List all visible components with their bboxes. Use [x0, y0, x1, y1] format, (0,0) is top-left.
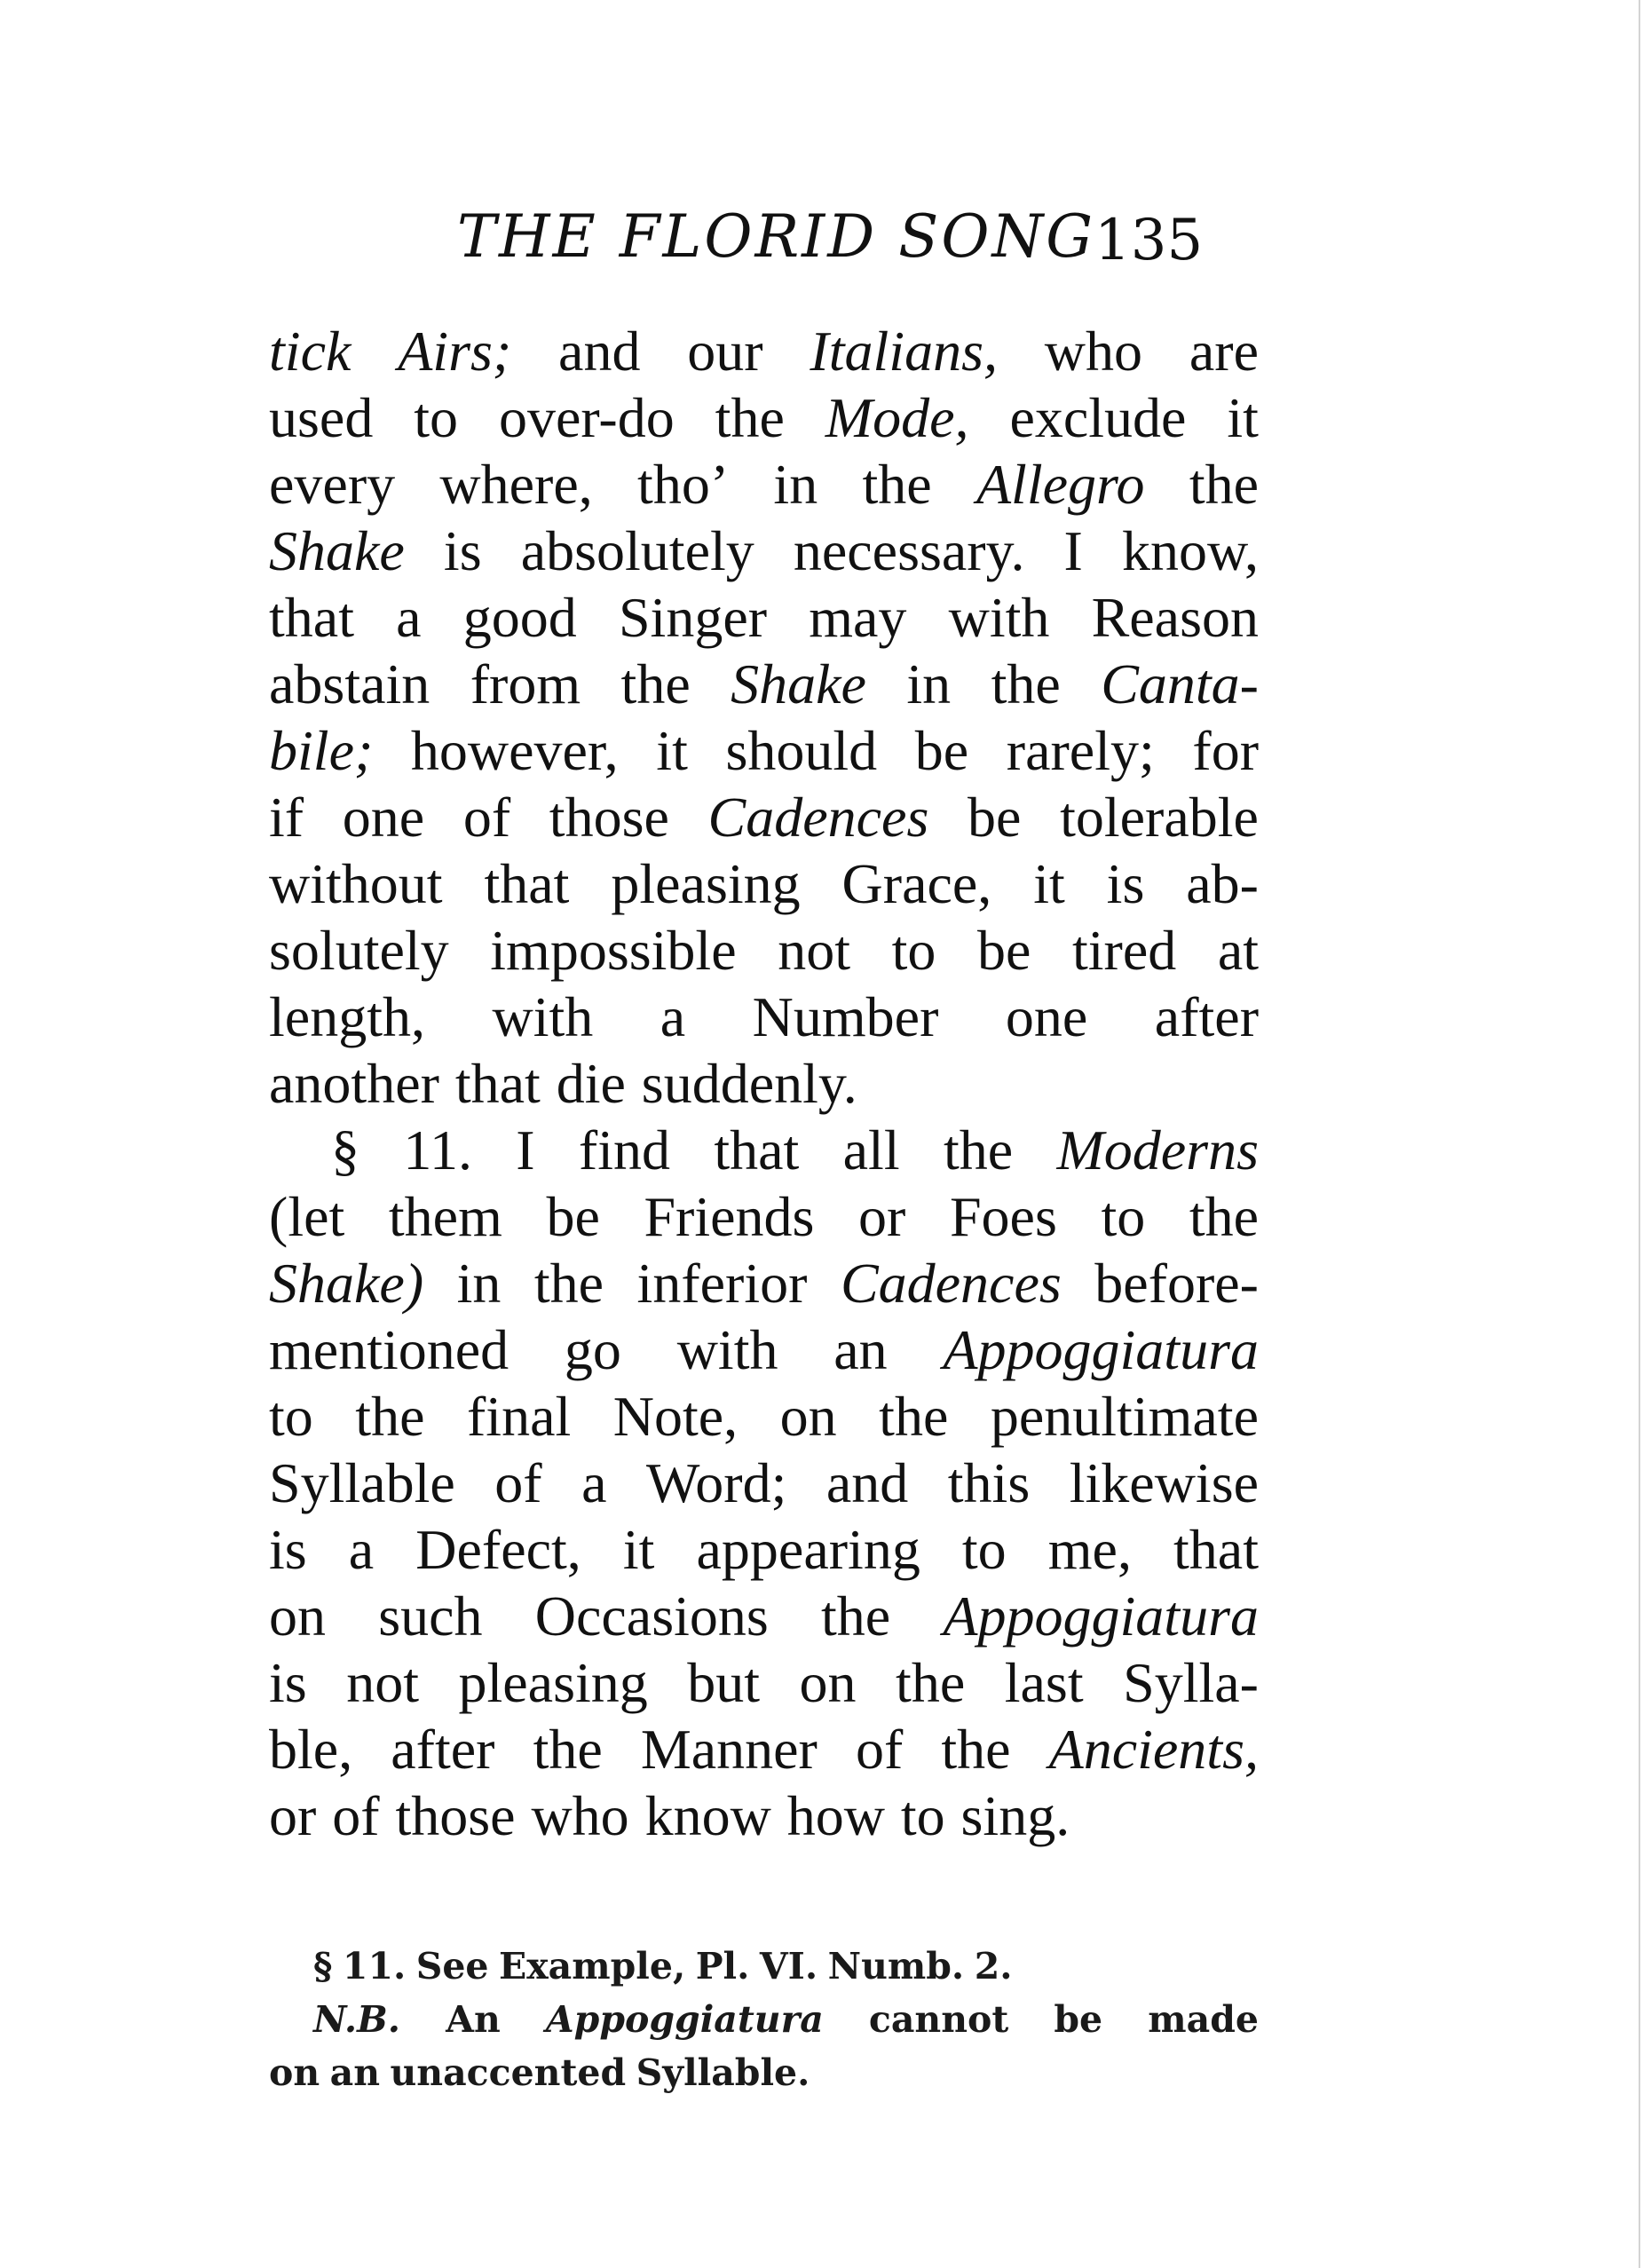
- word: the: [533, 1718, 603, 1781]
- word: Pl.: [695, 1945, 750, 1987]
- word: sing.: [960, 1784, 1070, 1847]
- word: pleasing: [458, 1651, 648, 1714]
- word: if: [269, 786, 304, 849]
- word: find: [578, 1118, 671, 1181]
- word: 2.: [974, 1945, 1013, 1987]
- word: is: [443, 519, 482, 582]
- word: it: [656, 719, 688, 782]
- word: Note,: [612, 1385, 739, 1448]
- word: necessary.: [793, 519, 1025, 582]
- word: it: [622, 1518, 655, 1581]
- word: to: [891, 919, 936, 982]
- text-line: [269, 984, 1259, 1050]
- word: bile;: [269, 719, 374, 782]
- word: the: [1189, 1185, 1259, 1248]
- word: 11.: [403, 1118, 472, 1181]
- word: Sylla-: [1123, 1651, 1259, 1714]
- word: Defect,: [415, 1518, 581, 1581]
- word: absolutely: [520, 519, 754, 582]
- word: that: [1173, 1518, 1259, 1581]
- word: rarely;: [1006, 719, 1155, 782]
- word: not: [778, 919, 850, 982]
- word: on: [799, 1651, 857, 1714]
- word: Ancients,: [1048, 1718, 1259, 1781]
- word: after: [1154, 985, 1259, 1048]
- word: from: [470, 652, 581, 715]
- word: with: [676, 1318, 778, 1381]
- word: may: [809, 586, 907, 649]
- text-line: [331, 1117, 1259, 1183]
- word: Numb.: [827, 1945, 965, 1987]
- footnote-line: [313, 1993, 1259, 2046]
- word: VI.: [759, 1945, 818, 1987]
- text-line: [269, 384, 1259, 451]
- word: an: [833, 1318, 888, 1381]
- word: Appoggiatura: [545, 1998, 824, 2041]
- word: is: [269, 1651, 307, 1714]
- word: know,: [1121, 519, 1259, 582]
- word: without: [269, 852, 443, 915]
- word: be: [914, 719, 969, 782]
- word: pleasing: [611, 852, 801, 915]
- text-line: [269, 451, 1259, 518]
- text-line: [269, 1450, 1259, 1516]
- word: the: [715, 386, 785, 449]
- word: good: [462, 586, 577, 649]
- text-line: [269, 850, 1259, 917]
- word: likewise: [1069, 1451, 1259, 1514]
- body-text: [269, 318, 1259, 1849]
- word: a: [660, 985, 686, 1048]
- word: at: [1217, 919, 1259, 982]
- word: Reason: [1091, 586, 1259, 649]
- word: in: [456, 1252, 502, 1315]
- word: tolerable: [1060, 786, 1259, 849]
- word: §: [331, 1118, 359, 1181]
- word: who: [531, 1784, 629, 1847]
- word: me,: [1047, 1518, 1132, 1581]
- text-line: [269, 1316, 1259, 1383]
- word: ab-: [1186, 852, 1259, 915]
- word: the: [941, 1718, 1011, 1781]
- text-line: [269, 1250, 1259, 1316]
- word: made: [1148, 1998, 1259, 2041]
- text-line: [269, 1649, 1259, 1716]
- word: the: [821, 1584, 891, 1648]
- word: that: [484, 852, 570, 915]
- page-header: [457, 197, 1256, 277]
- word: who: [1044, 320, 1143, 383]
- word: of: [332, 1784, 380, 1847]
- word: Italians,: [810, 320, 998, 383]
- word: exclude: [1009, 386, 1187, 449]
- word: Cadences: [707, 786, 929, 849]
- word: inferior: [636, 1252, 808, 1315]
- word: Shake: [269, 519, 405, 582]
- word: Friends: [644, 1185, 815, 1248]
- word: last: [1004, 1651, 1084, 1714]
- word: is: [269, 1518, 307, 1581]
- word: suddenly.: [641, 1052, 857, 1115]
- word: every: [269, 453, 396, 516]
- text-line: [269, 1782, 1259, 1849]
- text-line: [269, 717, 1259, 784]
- page-number: 135: [1094, 208, 1204, 273]
- text-line: [269, 1716, 1259, 1782]
- word: in: [773, 453, 818, 516]
- text-line: [269, 1516, 1259, 1583]
- word: where,: [439, 453, 593, 516]
- word: Number: [752, 985, 939, 1048]
- word: unaccented: [390, 2051, 627, 2094]
- word: but: [687, 1651, 761, 1714]
- word: that: [269, 586, 354, 649]
- word: that: [454, 1052, 541, 1115]
- word: another: [269, 1052, 439, 1115]
- word: that: [714, 1118, 800, 1181]
- text-line: [269, 651, 1259, 717]
- word: should: [725, 719, 878, 782]
- word: N.B.: [313, 1998, 401, 2041]
- word: to: [900, 1784, 945, 1847]
- word: be: [976, 919, 1031, 982]
- word: length,: [269, 985, 425, 1048]
- word: know: [644, 1784, 771, 1847]
- word: the: [896, 1651, 966, 1714]
- word: them: [388, 1185, 502, 1248]
- word: the: [1189, 453, 1259, 516]
- word: the: [879, 1385, 949, 1448]
- word: after: [391, 1718, 495, 1781]
- word: Shake: [731, 652, 866, 715]
- word: our: [687, 320, 763, 383]
- word: the: [533, 1252, 604, 1315]
- word: ble,: [269, 1718, 353, 1781]
- word: of: [494, 1451, 542, 1514]
- text-line: [269, 318, 1259, 384]
- word: of: [462, 786, 511, 849]
- word: Moderns: [1056, 1118, 1259, 1181]
- word: are: [1189, 320, 1259, 383]
- word: the: [991, 652, 1061, 715]
- word: An: [446, 1998, 501, 2041]
- word: to: [1101, 1185, 1146, 1248]
- word: is: [1106, 852, 1145, 915]
- word: a: [396, 586, 422, 649]
- word: how: [786, 1784, 885, 1847]
- word: the: [355, 1385, 425, 1448]
- word: to: [961, 1518, 1007, 1581]
- word: or: [858, 1185, 906, 1248]
- word: Mode,: [825, 386, 969, 449]
- text-line: [269, 1050, 1259, 1117]
- footnote-line: [269, 2046, 1259, 2099]
- word: a: [348, 1518, 375, 1581]
- word: be: [1054, 1998, 1103, 2041]
- word: before-: [1094, 1252, 1259, 1315]
- word: Grace,: [841, 852, 992, 915]
- word: one: [1005, 985, 1088, 1048]
- word: Manner: [640, 1718, 818, 1781]
- word: Shake): [269, 1252, 424, 1315]
- word: tick: [269, 320, 352, 383]
- word: it: [1227, 386, 1259, 449]
- word: a: [581, 1451, 607, 1514]
- word: die: [556, 1052, 626, 1115]
- word: Appoggiatura: [943, 1584, 1259, 1648]
- text-line: [269, 1183, 1259, 1250]
- text-line: [269, 1583, 1259, 1649]
- word: I: [516, 1118, 535, 1181]
- word: Airs;: [398, 320, 512, 383]
- word: the: [620, 652, 691, 715]
- word: on: [269, 1584, 326, 1648]
- word: Example,: [498, 1945, 686, 1987]
- word: Syllable.: [636, 2051, 810, 2094]
- word: in: [906, 652, 952, 715]
- word: abstain: [269, 652, 430, 715]
- word: however,: [410, 719, 619, 782]
- word: Canta-: [1101, 652, 1259, 715]
- word: used: [269, 386, 374, 449]
- word: over-do: [498, 386, 675, 449]
- text-line: [269, 917, 1259, 984]
- word: tired: [1071, 919, 1177, 982]
- word: (let: [269, 1185, 345, 1248]
- word: appearing: [696, 1518, 920, 1581]
- word: such: [378, 1584, 483, 1648]
- word: to: [269, 1385, 313, 1448]
- word: be: [968, 786, 1022, 849]
- word: this: [947, 1451, 1031, 1514]
- word: for: [1192, 719, 1259, 782]
- word: and: [558, 320, 641, 383]
- word: the: [862, 453, 932, 516]
- word: on: [779, 1385, 837, 1448]
- word: Syllable: [269, 1451, 455, 1514]
- word: those: [395, 1784, 516, 1847]
- word: be: [546, 1185, 600, 1248]
- word: impossible: [490, 919, 737, 982]
- word: mentioned: [269, 1318, 509, 1381]
- word: §: [313, 1945, 333, 1987]
- word: on: [269, 2051, 320, 2094]
- word: the: [943, 1118, 1014, 1181]
- word: Allegro: [976, 453, 1145, 516]
- word: final: [466, 1385, 572, 1448]
- word: an: [329, 2051, 380, 2094]
- word: Word;: [645, 1451, 787, 1514]
- word: cannot: [868, 1998, 1009, 2041]
- word: I: [1063, 519, 1083, 582]
- footnote-line: [313, 1940, 1259, 1993]
- word: those: [549, 786, 669, 849]
- running-title: THE FLORID SONG: [457, 202, 1095, 271]
- word: to: [414, 386, 459, 449]
- word: go: [564, 1318, 621, 1381]
- word: Foes: [949, 1185, 1057, 1248]
- word: Appoggiatura: [943, 1318, 1259, 1381]
- text-line: [269, 584, 1259, 651]
- page-edge-line: [1639, 0, 1640, 2268]
- word: with: [492, 985, 594, 1048]
- word: all: [842, 1118, 900, 1181]
- footnotes: [269, 1940, 1259, 2099]
- word: not: [346, 1651, 419, 1714]
- word: Singer: [618, 586, 768, 649]
- word: of: [855, 1718, 904, 1781]
- word: or: [269, 1784, 317, 1847]
- word: 11.: [342, 1945, 407, 1987]
- word: it: [1033, 852, 1065, 915]
- word: tho’: [637, 453, 730, 516]
- text-line: [269, 1383, 1259, 1450]
- word: See: [415, 1945, 489, 1987]
- word: with: [948, 586, 1050, 649]
- text-line: [269, 518, 1259, 584]
- word: and: [825, 1451, 909, 1514]
- word: Cadences: [840, 1252, 1062, 1315]
- word: solutely: [269, 919, 449, 982]
- word: Occasions: [534, 1584, 769, 1648]
- word: penultimate: [990, 1385, 1259, 1448]
- text-line: [269, 784, 1259, 850]
- word: one: [342, 786, 425, 849]
